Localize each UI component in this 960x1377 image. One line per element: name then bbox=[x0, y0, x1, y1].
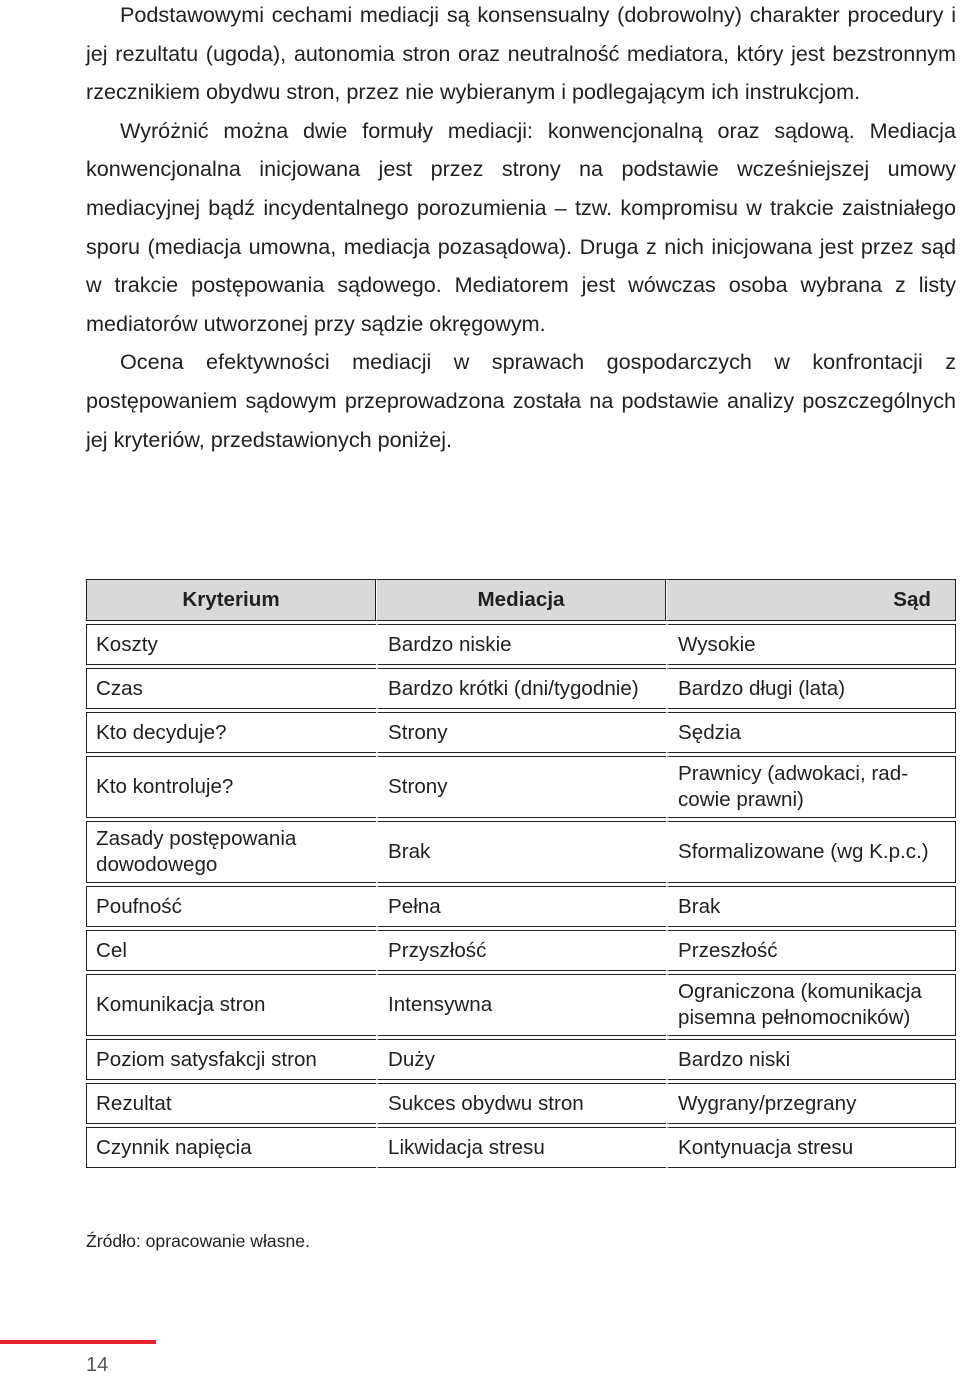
criterion-cell: Rezultat bbox=[86, 1083, 376, 1124]
criterion-cell: Kto kontroluje? bbox=[86, 756, 376, 818]
table-row bbox=[86, 1083, 956, 1124]
source-note: Źródło: opracowanie własne. bbox=[86, 1231, 310, 1251]
paragraph-2: Wyróżnić można dwie formuły mediacji: konwencjonalną oraz sądową. Mediacja konwencjonalna inicjowana jest przez strony na podstawie wcześniejszej umowy mediacyjnej bądź incydentalnego porozumienia – tzw. kompromisu w trakcie zaistniałego sporu (mediacja umowna, mediacja pozasądowa). Druga z nich inicjowana jest przez sąd w trakcie postępowania sądowego. Mediatorem jest wówczas osoba wybrana z listy mediatorów utworzonej przy sądzie okręgowym. bbox=[86, 117, 956, 336]
criterion-cell: Kto decyduje? bbox=[86, 712, 376, 753]
court-cell: Prawnicy (adwokaci, radcowie prawni) bbox=[666, 756, 956, 818]
criterion-cell: Komunikacja stron bbox=[86, 974, 376, 1036]
court-cell: Bardzo niski bbox=[666, 1039, 956, 1080]
mediation-cell: Bardzo krótki (dni/tygodnie) bbox=[376, 668, 666, 709]
table-row bbox=[86, 886, 956, 927]
page-number: 14 bbox=[86, 1354, 109, 1376]
mediation-cell: Przyszłość bbox=[376, 930, 666, 971]
header-sad: Sąd bbox=[666, 579, 956, 621]
header-mediacja: Mediacja bbox=[376, 579, 666, 621]
court-cell: Sformalizowane (wg K.p.c.) bbox=[666, 821, 956, 883]
criterion-cell: Poufność bbox=[86, 886, 376, 927]
mediation-cell: Likwidacja stresu bbox=[376, 1127, 666, 1168]
court-cell: Brak bbox=[666, 886, 956, 927]
mediation-cell: Sukces obydwu stron bbox=[376, 1083, 666, 1124]
mediation-cell: Strony bbox=[376, 712, 666, 753]
mediation-cell: Duży bbox=[376, 1039, 666, 1080]
table-header-row bbox=[86, 579, 956, 621]
court-cell: Bardzo długi (lata) bbox=[666, 668, 956, 709]
paragraph-1: Podstawowymi cechami mediacji są konsensualny (dobrowolny) charakter procedury i jej rezultatu (ugoda), autonomia stron oraz neutralność mediatora, który jest bezstronnym rzecznikiem obydwu stron, przez nie wybieranym i podlegającym ich instrukcjom. bbox=[86, 2, 956, 105]
paragraph-3: Ocena efektywności mediacji w sprawach gospodarczych w konfrontacji z postępowaniem sądowym przeprowadzona została na podstawie analizy poszczególnych jej kryteriów, przedstawionych poniżej. bbox=[86, 349, 956, 452]
criterion-cell: Poziom satysfakcji stron bbox=[86, 1039, 376, 1080]
court-cell: Wysokie bbox=[666, 624, 956, 665]
mediation-cell: Brak bbox=[376, 821, 666, 883]
criterion-cell: Cel bbox=[86, 930, 376, 971]
table-row bbox=[86, 1039, 956, 1080]
table-row bbox=[86, 712, 956, 753]
court-cell: Sędzia bbox=[666, 712, 956, 753]
mediation-cell: Strony bbox=[376, 756, 666, 818]
mediation-cell: Pełna bbox=[376, 886, 666, 927]
court-cell: Kontynuacja stresu bbox=[666, 1127, 956, 1168]
table-row bbox=[86, 1127, 956, 1168]
criterion-cell: Czas bbox=[86, 668, 376, 709]
comparison-table bbox=[86, 576, 956, 1171]
court-cell: Ograniczona (komunikacja pisemna pełnomocników) bbox=[666, 974, 956, 1036]
criterion-cell: Koszty bbox=[86, 624, 376, 665]
footer-accent-rule bbox=[0, 1340, 156, 1344]
table-row bbox=[86, 668, 956, 709]
table-row bbox=[86, 756, 956, 818]
court-cell: Wygrany/przegrany bbox=[666, 1083, 956, 1124]
body-text bbox=[86, 0, 956, 459]
table-row bbox=[86, 974, 956, 1036]
criterion-cell: Zasady postępowania dowodowego bbox=[86, 821, 376, 883]
table-row bbox=[86, 930, 956, 971]
mediation-cell: Bardzo niskie bbox=[376, 624, 666, 665]
mediation-cell: Intensywna bbox=[376, 974, 666, 1036]
table-row bbox=[86, 624, 956, 665]
criterion-cell: Czynnik napięcia bbox=[86, 1127, 376, 1168]
court-cell: Przeszłość bbox=[666, 930, 956, 971]
header-kryterium: Kryterium bbox=[86, 579, 376, 621]
table-row bbox=[86, 821, 956, 883]
